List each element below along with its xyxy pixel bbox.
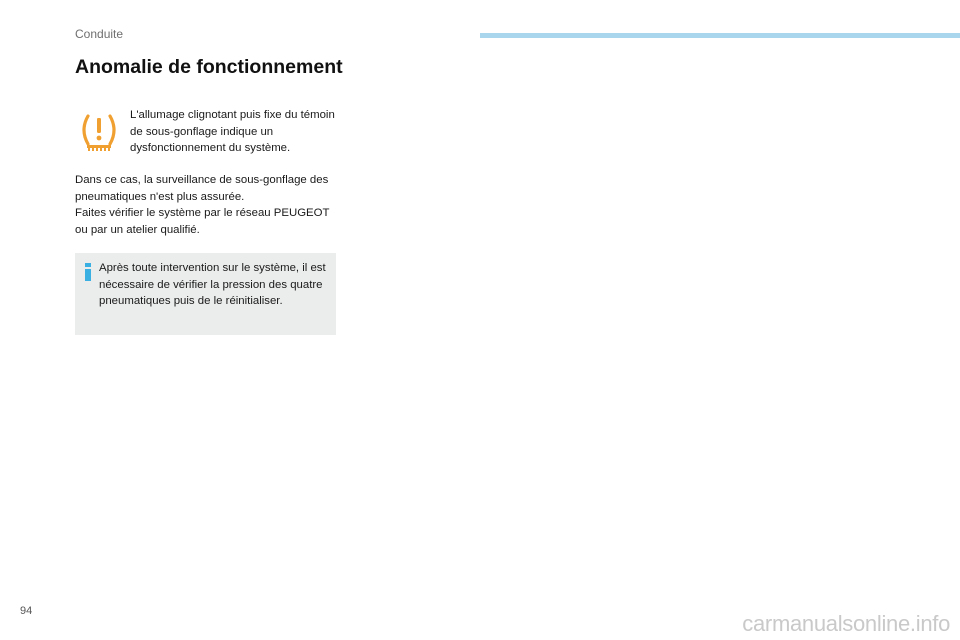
info-icon [84,263,92,281]
warning-lamp-description: L'allumage clignotant puis fixe du témoin de sous-gonflage indique un dysfonctionnement du système. [130,109,335,154]
section-header-bar [480,33,960,38]
info-note-text: Après toute intervention sur le système, il est nécessaire de vérifier la pression des quatre pneumatiques puis de le réinitialiser. [99,262,326,307]
tire-pressure-warning-icon [79,112,119,152]
watermark: carmanualsonline.info [742,611,950,636]
body-paragraph: Faites vérifier le système par le réseau PEUGEOT ou par un atelier qualifié. [75,207,330,236]
body-text [75,172,345,238]
section-label: Conduite [75,27,124,41]
page-title: Anomalie de fonctionnement [75,56,343,78]
page-number: 94 [20,605,33,617]
body-paragraph: Dans ce cas, la surveillance de sous-gonflage des pneumatiques n'est plus assurée. [75,174,329,203]
